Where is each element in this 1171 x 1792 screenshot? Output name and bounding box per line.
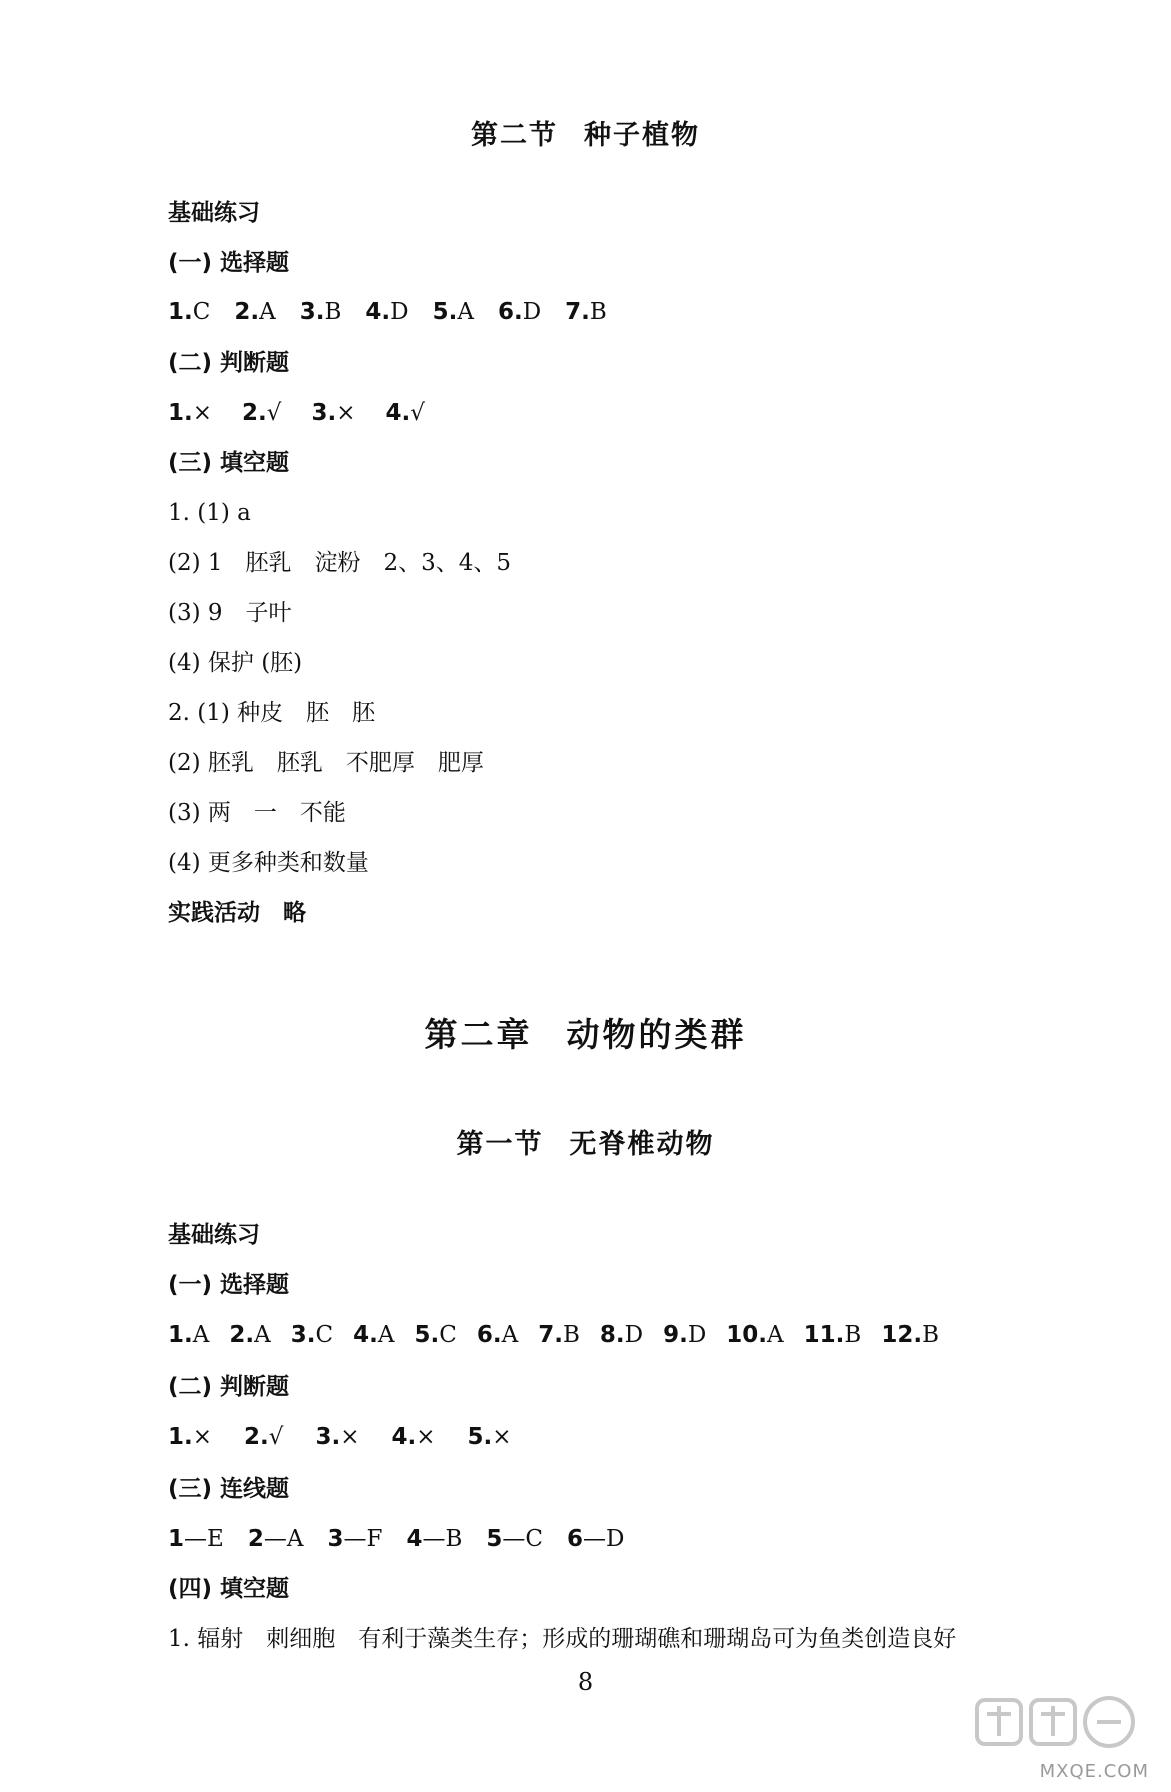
basic-practice-label: 基础练习 — [168, 1222, 260, 1248]
fill-line: (2) 胚乳 胚乳 不肥厚 肥厚 — [168, 750, 484, 776]
answer-value: B — [589, 299, 607, 325]
answer-value: C — [192, 299, 211, 325]
answer-item — [486, 1524, 543, 1554]
answer-item — [538, 1320, 580, 1350]
chapter-number: 第二章 — [424, 1015, 533, 1054]
answer-number: 5. — [467, 1424, 493, 1450]
answer-value: A — [767, 1322, 784, 1348]
answer-item — [565, 297, 607, 327]
answer-item — [327, 1524, 382, 1554]
section-number: 第一节 — [456, 1129, 544, 1160]
answer-number: 5 — [486, 1526, 503, 1552]
fill-line: (2) 1 胚乳 淀粉 2、3、4、5 — [168, 550, 512, 576]
fill-line: 2. (1) 种皮 胚 胚 — [168, 700, 376, 726]
answer-value: C — [439, 1322, 457, 1348]
match-answers-row — [168, 1524, 648, 1554]
answer-item — [881, 1320, 939, 1350]
answer-number: 1. — [168, 400, 193, 426]
answer-value: √ — [268, 1424, 284, 1450]
answer-item — [300, 297, 342, 327]
answer-item — [353, 1320, 394, 1350]
answer-item — [168, 1422, 212, 1452]
fill-line: 1. 辐射 刺细胞 有利于藻类生存；形成的珊瑚礁和珊瑚岛可为鱼类创造良好 — [168, 1626, 957, 1652]
answer-number: 1 — [168, 1526, 185, 1552]
answer-number: 6. — [476, 1322, 502, 1348]
answer-number: 12. — [881, 1322, 923, 1348]
answer-value: —C — [502, 1526, 543, 1552]
answer-item — [168, 1524, 224, 1554]
answer-value: D — [522, 299, 542, 325]
section-title-invertebrates — [0, 1130, 1171, 1160]
fill-line: (4) 保护 (胚) — [168, 650, 303, 676]
answer-number: 3. — [311, 400, 337, 426]
fill-heading: (三) 填空题 — [168, 450, 290, 476]
answer-value: A — [259, 299, 276, 325]
answer-value: C — [315, 1322, 334, 1348]
section-title-seed-plants — [0, 121, 1171, 151]
answer-value: √ — [266, 400, 282, 426]
answer-item — [468, 1422, 512, 1452]
judge-answers-row — [168, 398, 455, 428]
answer-number: 1. — [168, 1424, 193, 1450]
answer-number: 4. — [365, 299, 391, 325]
choice-heading: (一) 选择题 — [168, 250, 290, 276]
answer-value: —B — [422, 1526, 463, 1552]
answer-item — [567, 1524, 624, 1554]
answer-number: 5. — [414, 1322, 440, 1348]
answer-number: 3 — [327, 1526, 344, 1552]
answer-item — [726, 1320, 783, 1350]
answer-number: 2. — [244, 1424, 269, 1450]
answer-value: × — [416, 1424, 436, 1450]
answer-value: D — [390, 299, 409, 325]
section-number: 第二节 — [471, 120, 558, 151]
judge-answers-row — [168, 1422, 544, 1452]
answer-value: × — [192, 400, 213, 426]
answer-item — [477, 1320, 518, 1350]
answer-value: D — [687, 1322, 707, 1348]
watermark-text: MXQE.COM — [1039, 1761, 1149, 1782]
answer-item — [248, 1524, 304, 1554]
fill-heading: (四) 填空题 — [168, 1576, 290, 1602]
answer-value: D — [624, 1322, 644, 1348]
answer-value: —F — [343, 1526, 383, 1552]
judge-heading: (二) 判断题 — [168, 350, 290, 376]
fill-line: 1. (1) a — [168, 500, 251, 526]
answer-number: 2. — [229, 1322, 255, 1348]
answer-number: 5. — [432, 299, 458, 325]
answer-number: 3. — [290, 1322, 316, 1348]
answer-value: × — [192, 1424, 213, 1450]
answer-number: 4 — [406, 1526, 423, 1552]
answer-number: 8. — [599, 1322, 625, 1348]
answer-number: 6. — [497, 299, 523, 325]
answer-number: 4. — [385, 400, 411, 426]
section-name: 种子植物 — [584, 120, 700, 151]
answer-value: × — [340, 1424, 360, 1450]
answer-number: 7. — [538, 1322, 563, 1348]
choice-answers-row — [168, 297, 631, 327]
answer-item — [168, 398, 212, 428]
answer-item — [385, 398, 424, 428]
answer-item — [311, 398, 355, 428]
answer-value: A — [254, 1322, 271, 1348]
answer-value: √ — [410, 400, 425, 426]
answer-item — [168, 297, 210, 327]
answer-item — [804, 1320, 862, 1350]
fill-line: (3) 两 一 不能 — [168, 800, 346, 826]
choice-heading: (一) 选择题 — [168, 1272, 290, 1298]
answer-value: A — [377, 1322, 395, 1348]
answer-value: A — [457, 299, 474, 325]
answer-number: 6 — [566, 1526, 583, 1552]
section-name: 无脊椎动物 — [569, 1129, 715, 1160]
page-number: 8 — [577, 1668, 594, 1696]
answer-number: 7. — [565, 299, 590, 325]
answer-number: 9. — [663, 1322, 688, 1348]
answer-number: 2. — [234, 299, 260, 325]
answer-item — [406, 1524, 462, 1554]
answer-number: 3. — [299, 299, 325, 325]
match-heading: (三) 连线题 — [168, 1476, 290, 1502]
answer-number: 10. — [726, 1322, 768, 1348]
answer-item — [234, 297, 275, 327]
answer-value: A — [192, 1322, 210, 1348]
answer-item — [242, 398, 281, 428]
basic-practice-label: 基础练习 — [168, 200, 260, 226]
answer-number: 1. — [168, 299, 193, 325]
answer-value: × — [336, 400, 356, 426]
answer-item — [663, 1320, 706, 1350]
answer-item — [365, 297, 408, 327]
answer-value: B — [922, 1322, 939, 1348]
answer-item — [229, 1320, 270, 1350]
practice-activity: 实践活动 略 — [168, 900, 306, 926]
answer-number: 1. — [168, 1322, 193, 1348]
fill-line: (3) 9 子叶 — [168, 600, 292, 626]
answer-value: × — [492, 1424, 512, 1450]
answer-value: A — [501, 1322, 519, 1348]
answer-item — [244, 1422, 283, 1452]
answer-item — [391, 1422, 435, 1452]
judge-heading: (二) 判断题 — [168, 1374, 290, 1400]
answer-number: 11. — [803, 1322, 845, 1348]
answer-item — [600, 1320, 643, 1350]
answer-item — [433, 297, 474, 327]
answer-value: —E — [184, 1526, 224, 1552]
choice-answers-row — [168, 1320, 959, 1350]
answer-value: B — [844, 1322, 862, 1348]
chapter-name: 动物的类群 — [566, 1015, 747, 1054]
answer-item — [291, 1320, 333, 1350]
answer-number: 2 — [247, 1526, 264, 1552]
answer-item — [315, 1422, 359, 1452]
answer-number: 2. — [242, 400, 267, 426]
answer-value: B — [562, 1322, 580, 1348]
answer-item — [414, 1320, 456, 1350]
fill-line: (4) 更多种类和数量 — [168, 850, 369, 876]
answer-number: 3. — [315, 1424, 341, 1450]
chapter-title — [0, 1015, 1171, 1054]
answer-value: —A — [263, 1526, 304, 1552]
answer-number: 4. — [353, 1322, 378, 1348]
answer-value: —D — [583, 1526, 625, 1552]
answer-item — [168, 1320, 209, 1350]
answer-item — [498, 297, 541, 327]
answer-number: 4. — [391, 1424, 417, 1450]
answer-value: B — [324, 299, 342, 325]
